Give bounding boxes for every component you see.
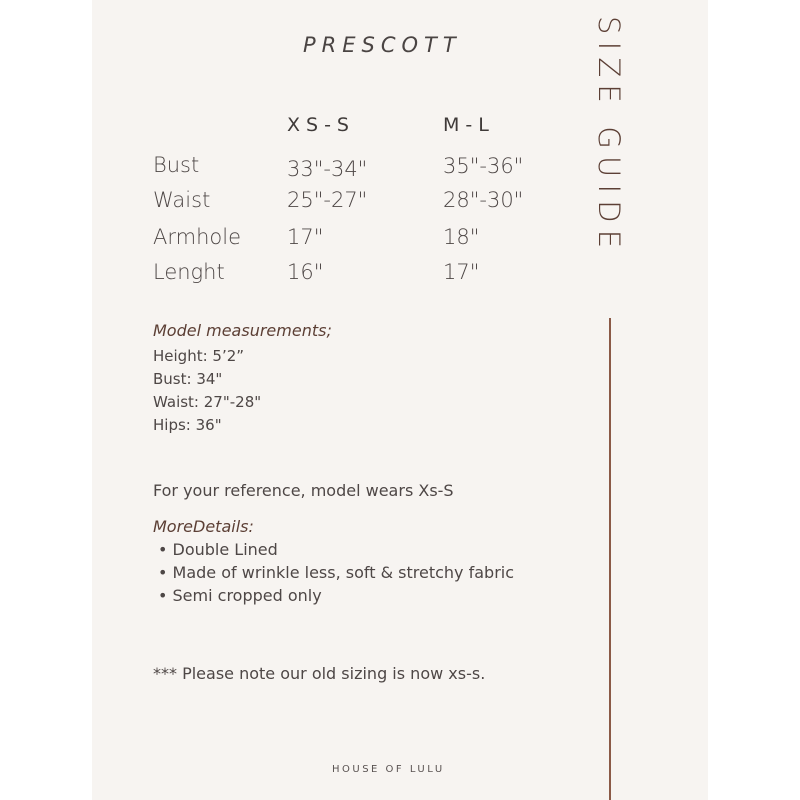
cell-length-xs-s: 16" [287,260,324,284]
size-header-m-l: M-L [443,114,495,136]
model-waist: Waist: 27"-28" [153,393,262,411]
row-label-bust: Bust [153,153,200,177]
cell-armhole-m-l: 18" [443,225,480,249]
row-label-length: Lenght [153,260,225,284]
product-title: PRESCOTT [303,33,462,57]
cell-bust-m-l: 35"-36" [443,154,524,178]
model-bust: Bust: 34" [153,370,223,388]
cell-waist-m-l: 28"-30" [443,188,524,212]
cell-length-m-l: 17" [443,260,480,284]
detail-item: • Semi cropped only [158,586,322,605]
size-header-xs-s: XS-S [287,114,355,136]
detail-item: • Double Lined [158,540,278,559]
cell-waist-xs-s: 25"-27" [287,188,368,212]
brand-footer: HOUSE OF LULU [332,764,445,775]
row-label-waist: Waist [153,188,211,212]
cell-bust-xs-s: 33"-34" [287,157,368,181]
reference-note: For your reference, model wears Xs-S [153,481,454,500]
model-height: Height: 5’2” [153,347,245,365]
model-hips: Hips: 36" [153,416,222,434]
side-title-text: SIZE GUIDE [592,16,626,256]
side-size-guide-title [590,16,628,306]
row-label-armhole: Armhole [153,225,241,249]
more-details-heading: MoreDetails: [153,517,254,536]
sizing-note: *** Please note our old sizing is now xs-s. [153,664,486,683]
vertical-divider [609,318,611,800]
detail-item: • Made of wrinkle less, soft & stretchy fabric [158,563,515,582]
model-measurements-heading: Model measurements; [153,321,332,340]
cell-armhole-xs-s: 17" [287,225,324,249]
